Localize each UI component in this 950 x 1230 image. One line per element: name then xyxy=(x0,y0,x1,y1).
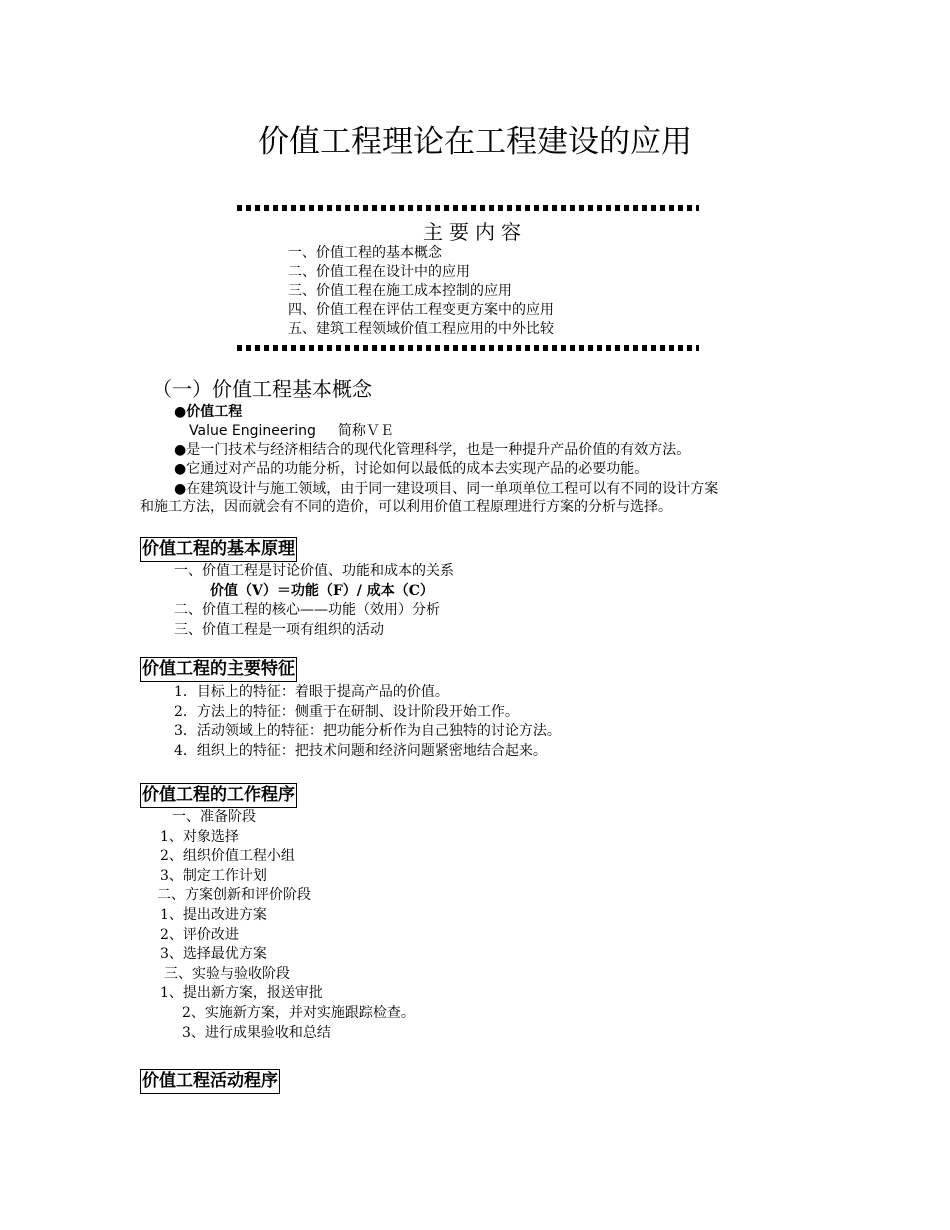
term-definition xyxy=(189,422,394,441)
list-item: 2、组织价值工程小组 xyxy=(160,848,295,865)
section-heading: （一）价值工程基本概念 xyxy=(152,377,372,401)
dotted-divider-bottom xyxy=(237,345,699,351)
document-title: 价值工程理论在工程建设的应用 xyxy=(258,124,692,160)
bullet-paragraph: ●它通过对产品的功能分析，讨论如何以最低的成本去实现产品的必要功能。 xyxy=(174,461,649,477)
toc-item: 三、价值工程在施工成本控制的应用 xyxy=(288,283,512,299)
list-item: 一、价值工程是讨论价值、功能和成本的关系 xyxy=(174,563,454,579)
list-item: 二、方案创新和评价阶段 xyxy=(157,887,311,904)
list-item: 4．组织上的特征：把技术问题和经济问题紧密地结合起来。 xyxy=(174,742,547,759)
list-item: 2、评价改进 xyxy=(160,926,239,943)
list-item: 二、价值工程的核心——功能（效用）分析 xyxy=(174,602,440,619)
toc-item: 二、价值工程在设计中的应用 xyxy=(288,264,470,280)
english-term: Value Engineering xyxy=(189,423,316,439)
list-item: 2．方法上的特征：侧重于在研制、设计阶段开始工作。 xyxy=(174,703,519,720)
list-item: 1、提出新方案，报送审批 xyxy=(160,985,323,1002)
list-item: 3．活动领域上的特征：把功能分析作为自己独特的讨论方法。 xyxy=(174,723,561,740)
procedure-list xyxy=(0,808,415,1043)
list-item: 3、进行成果验收和总结 xyxy=(182,1024,331,1041)
term-label: ●价值工程 xyxy=(174,404,243,420)
list-item: 1、对象选择 xyxy=(160,828,239,845)
list-item: 2、实施新方案，并对实施跟踪检查。 xyxy=(182,1004,415,1021)
list-item: 3、选择最优方案 xyxy=(160,946,267,963)
list-item: 1、提出改进方案 xyxy=(160,906,267,923)
toc-item: 四、价值工程在评估工程变更方案中的应用 xyxy=(288,302,554,318)
list-item: 三、价值工程是一项有组织的活动 xyxy=(174,621,384,638)
boxed-heading: 价值工程的工作程序 xyxy=(140,783,297,808)
toc-list xyxy=(288,244,554,339)
boxed-heading: 价值工程活动程序 xyxy=(140,1069,280,1094)
list-item: 3、制定工作计划 xyxy=(160,867,267,884)
formula: 价值（V）＝功能（F）/ 成本（C） xyxy=(210,582,434,599)
list-item: 1．目标上的特征：着眼于提高产品的价值。 xyxy=(174,684,449,700)
boxed-heading: 价值工程的基本原理 xyxy=(140,537,297,562)
list-item: 一、准备阶段 xyxy=(172,809,256,825)
bullet-paragraph: ●是一门技术与经济相结合的现代化管理科学，也是一种提升产品价值的有效方法。 xyxy=(174,442,691,458)
principle-list xyxy=(0,562,454,640)
toc-item: 五、建筑工程领域价值工程应用的中外比较 xyxy=(288,321,554,337)
bullet-paragraph: ●在建筑设计与施工领域，由于同一建设项目、同一单项单位工程可以有不同的设计方案 xyxy=(174,481,719,497)
toc-heading: 主要内容 xyxy=(423,220,527,244)
boxed-heading: 价值工程的主要特征 xyxy=(140,657,297,682)
dotted-divider-top xyxy=(237,205,699,211)
paragraph-continuation: 和施工方法，因而就会有不同的造价，可以利用价值工程原理进行方案的分析与选择。 xyxy=(140,499,672,515)
list-item: 三、实验与验收阶段 xyxy=(164,965,290,982)
abbreviation: 简称ＶＥ xyxy=(337,423,394,439)
toc-item: 一、价值工程的基本概念 xyxy=(288,245,442,261)
features-list xyxy=(174,683,561,761)
